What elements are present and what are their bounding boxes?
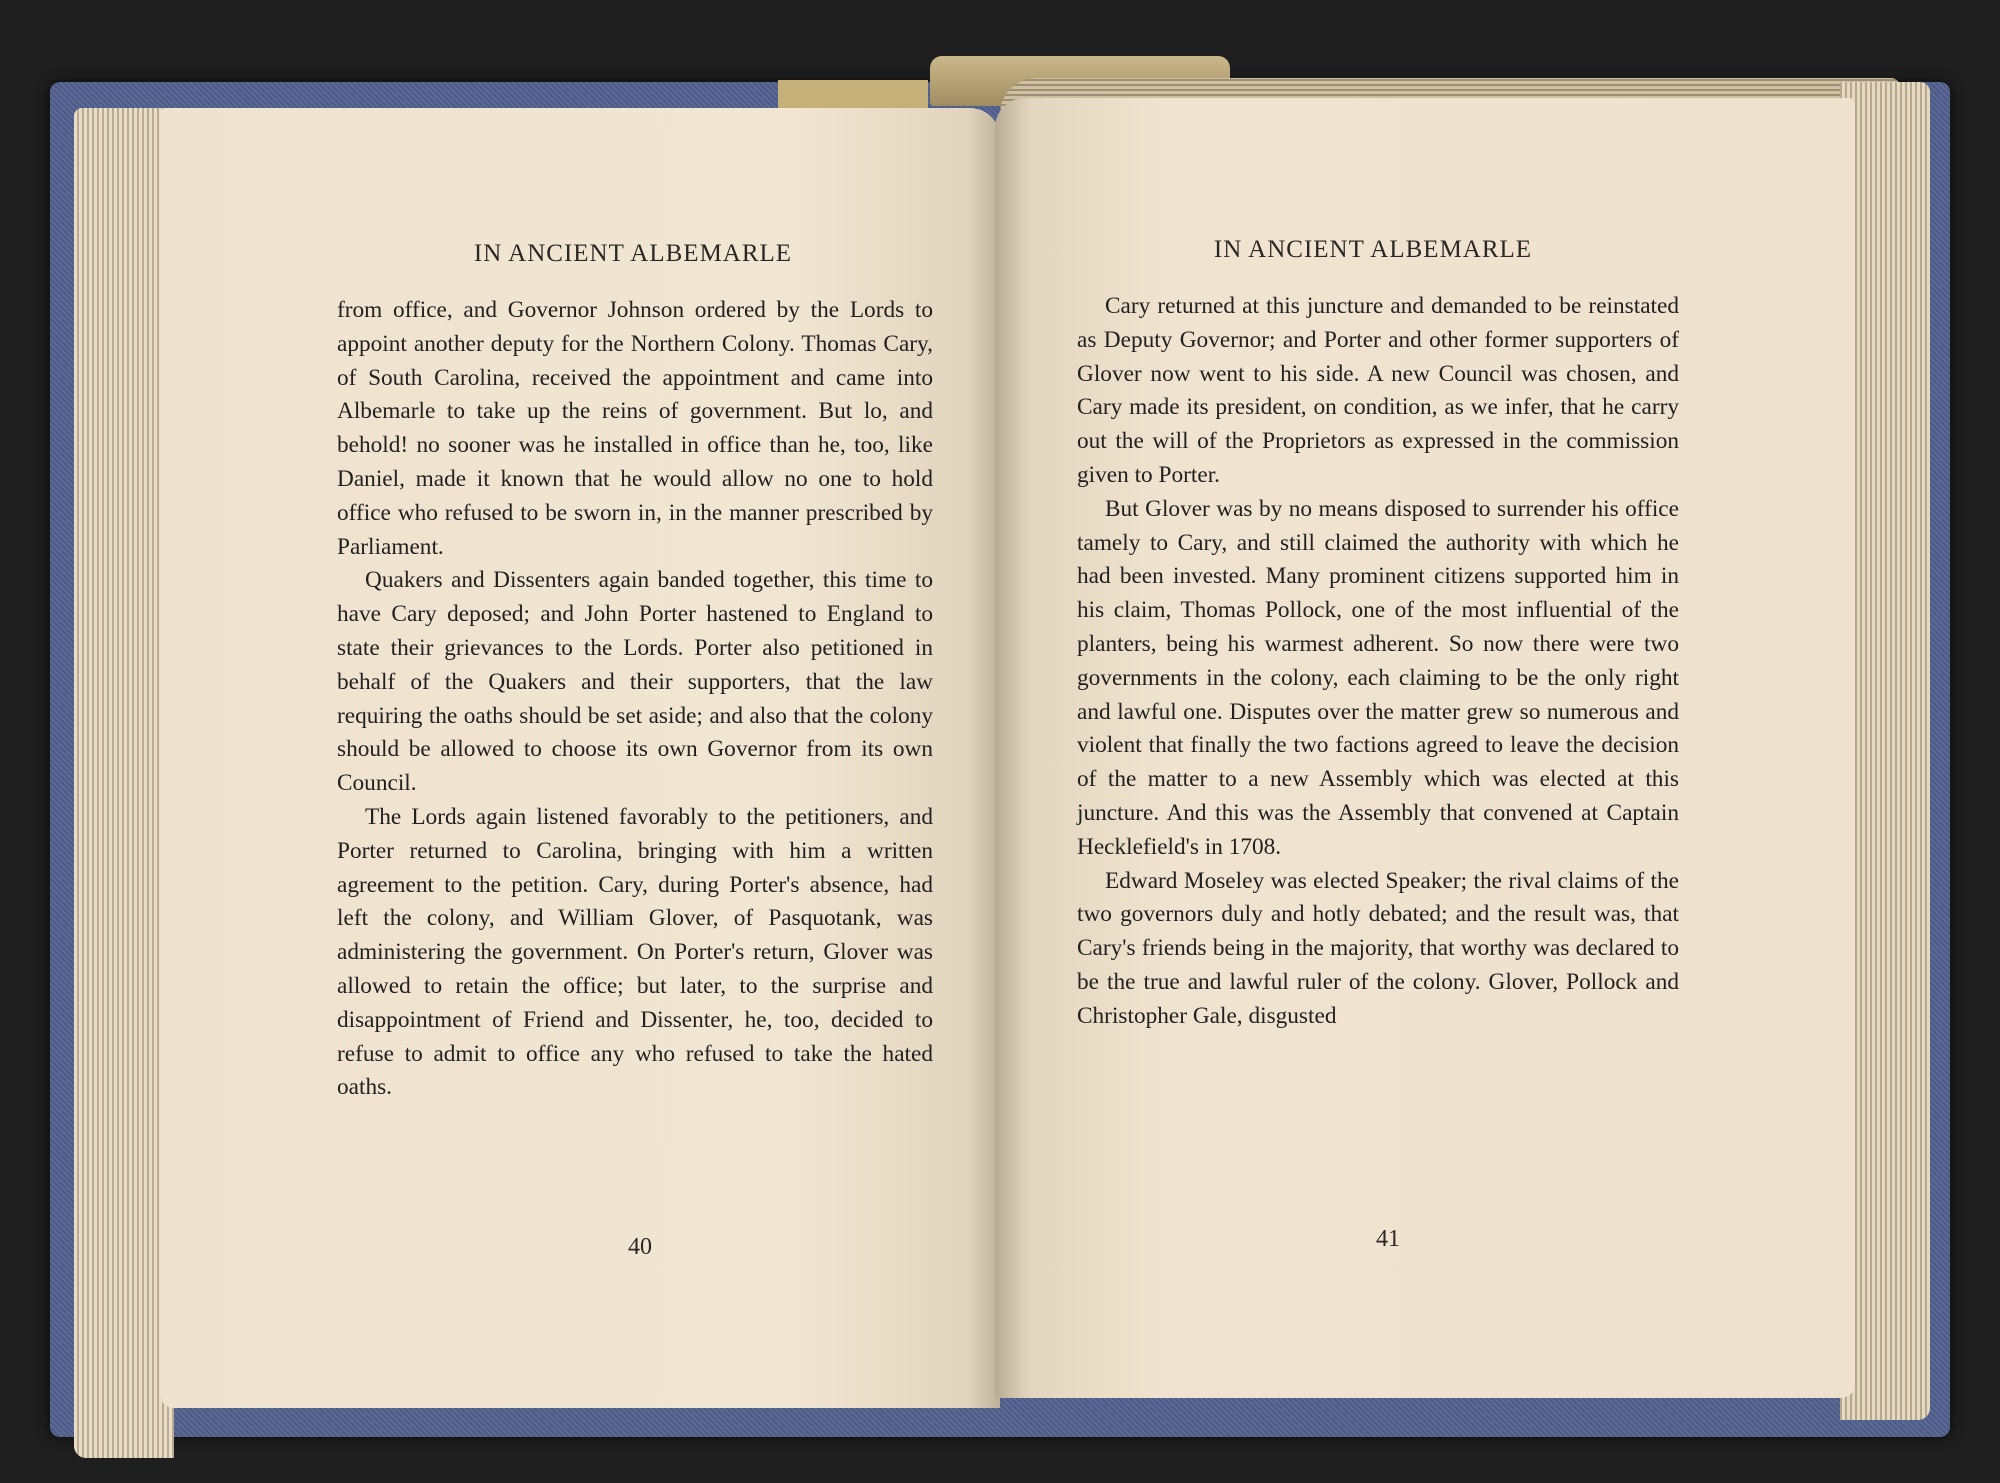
right-paragraph-3: Edward Moseley was elected Speaker; the rival claims of the two governors duly and hotly debated; and the result was, that Cary's friends being in the majority, that worthy was declared to be the true and lawful ruler of the colony. Glover, Pollock and Christopher Gale, disgusted [1077,867,1679,1029]
right-paragraph-2: But Glover was by no means disposed to surrender his office tamely to Cary, and still claimed the authority with which he had been invested. Many prominent citizens supported him in his claim, Thomas Pollock, one of the most influential of the planters, being his warmest adherent. So now there were two governments in the colony, each claiming to be the only right and lawful one. Disputes over the matter grew so numerous and violent that finally the two factions agreed to leave the decision of the matter to a new Assembly which was elected at this juncture. And this was the Assembly that convened at Captain Hecklefield's in 1708. [1077,495,1679,860]
left-running-head: IN ANCIENT ALBEMARLE [473,240,793,267]
left-paragraph-2: Quakers and Dissenters again banded together, this time to have Cary deposed; and John Porter hastened to England to state their grievances to the Lords. Porter also petitioned in behalf of the Quakers and their supporters, that the law requiring the oaths should be set aside; and also that the colony should be allowed to choose its own Governor from its own Council. [337,567,933,797]
right-body-text [1077,290,1679,1034]
right-paragraph-1: Cary returned at this juncture and demanded to be reinstated as Deputy Governor; and Porter and other former supporters of Glover now went to his side. A new Council was chosen, and Cary made its president, on condition, as we infer, that he carry out the will of the Proprietors as expressed in the commission given to Porter. [1077,293,1679,488]
right-page-number: 41 [1376,1226,1400,1252]
right-running-head: IN ANCIENT ALBEMARLE [1213,236,1533,263]
left-page-number: 40 [628,1234,652,1260]
left-paragraph-1: from office, and Governor Johnson ordered by the Lords to appoint another deputy for the Northern Colony. Thomas Cary, of South Carolina, received the appointment and came into Albemarle to take up the reins of government. But lo, and behold! no sooner was he installed in office than he, too, like Daniel, made it known that he would allow no one to hold office who refused to be sworn in, in the manner prescribed by Parliament. [337,297,933,560]
left-paragraph-3: The Lords again listened favorably to the petitioners, and Porter returned to Carolina, bringing with him a written agreement to the petition. Cary, during Porter's absence, had left the colony, and William Glover, of Pasquotank, was administering the government. On Porter's return, Glover was allowed to retain the office; but later, to the surprise and disappointment of Friend and Dissenter, he, too, decided to refuse to admit to office any who refused to take the hated oaths. [337,803,933,1101]
spine-label [778,80,928,110]
page-stack-left-edge [74,108,174,1458]
left-body-text [337,294,933,1105]
